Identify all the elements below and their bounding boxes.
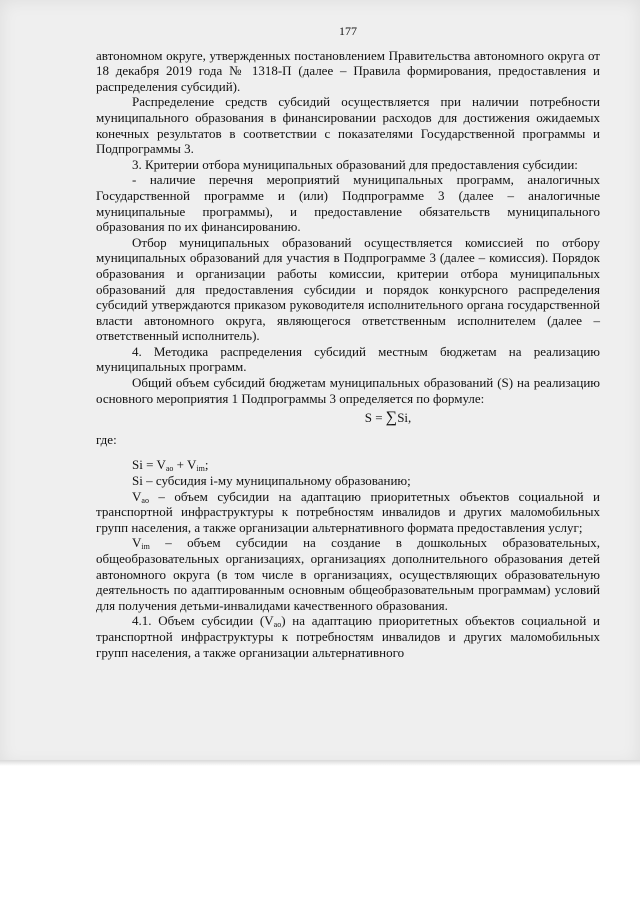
- formula-si-sub-ao: ao: [165, 464, 174, 474]
- paragraph-2: Распределение средств субсидий осуществляется при наличии потребности муниципального образования в финансировании расходов для достижения ожидаемых конечных результатов в соответствии с показателями Государственной программы и Подпрограммы 3.: [96, 94, 600, 157]
- formula-si-post: ;: [204, 457, 209, 473]
- document-page: [96, 24, 600, 660]
- formula-si-mid: + V: [173, 457, 197, 473]
- p41-subscript: ao: [273, 620, 282, 630]
- definition-vao: [96, 489, 600, 536]
- vao-text: – объем субсидии на адаптацию приоритетных объектов социальной и транспортной инфраструктуры к потребностям инвалидов и других маломобильных групп населения, а также организации альтернативного формата предоставления услуг;: [96, 488, 600, 535]
- definition-vim: [96, 535, 600, 613]
- vao-subscript: ao: [141, 495, 149, 505]
- definition-si: Si – субсидия i-му муниципальному образованию;: [132, 473, 411, 489]
- scan-edge: [0, 760, 640, 766]
- paragraph-5: Отбор муниципальных образований осуществляется комиссией по отбору муниципальных образований для участия в Подпрограмме 3 (далее – комиссия). Порядок образования и организации работы комиссии, критерии отбора муниципальных образований для предоставления субсидии и порядок конкурсного распределения субсидий утверждаются приказом руководителя исполнительного органа государственной власти автономного округа, являющегося ответственным исполнителем (далее – ответственный исполнитель).: [96, 234, 600, 344]
- page-number: 177: [339, 24, 357, 38]
- paragraph-3: 3. Критерии отбора муниципальных образований для предоставления субсидии:: [132, 156, 578, 172]
- sigma-symbol: ∑: [385, 409, 398, 427]
- vim-symbol: V: [132, 535, 142, 551]
- paragraph-1: автономном округе, утвержденных постановлением Правительства автономного округа от 18 декабря 2019 года № 1318-П (далее – Правила формирования, предоставления и распределения субсидий).: [96, 47, 600, 94]
- formula-si-pre: Si = V: [132, 457, 166, 473]
- paragraph-4: - наличие перечня мероприятий муниципальных программ, аналогичных Государственной программе и (или) Подпрограмме 3 (далее – аналогичные муниципальные программы), и предоставление обязательств муниципального образования по их финансированию.: [96, 172, 600, 235]
- p41-text: ) на адаптацию приоритетных объектов социальной и транспортной инфраструктуры к потребностям инвалидов и других маломобильных групп населения, а также организации альтернативного: [96, 613, 600, 660]
- formula-main: [176, 410, 600, 426]
- paragraph-4-1: [96, 613, 600, 660]
- p41-pre: 4.1. Объем субсидии (V: [132, 613, 274, 629]
- where-label: где:: [96, 431, 117, 447]
- paragraph-7: Общий объем субсидий бюджетам муниципальных образований (S) на реализацию основного мероприятия 1 Подпрограммы 3 определяется по формуле:: [96, 375, 600, 406]
- vao-symbol: V: [132, 488, 142, 504]
- paragraph-6: 4. Методика распределения субсидий местным бюджетам на реализацию муниципальных программ.: [96, 343, 600, 375]
- vim-subscript: im: [141, 542, 150, 552]
- formula-si: [96, 457, 600, 473]
- formula-main-left: S =: [364, 410, 386, 426]
- formula-main-right: Si,: [397, 410, 412, 426]
- vim-text: – объем субсидии на создание в дошкольных образовательных, общеобразовательных организациях, организациях дополнительного образования детей автономного округа (в том числе в организациях, осуществляющих образовательную деятельность по адаптированным основным общеобразовательным программам) условий для получения детьми-инвалидами качественного образования.: [96, 535, 600, 613]
- formula-si-sub-im: im: [196, 464, 205, 474]
